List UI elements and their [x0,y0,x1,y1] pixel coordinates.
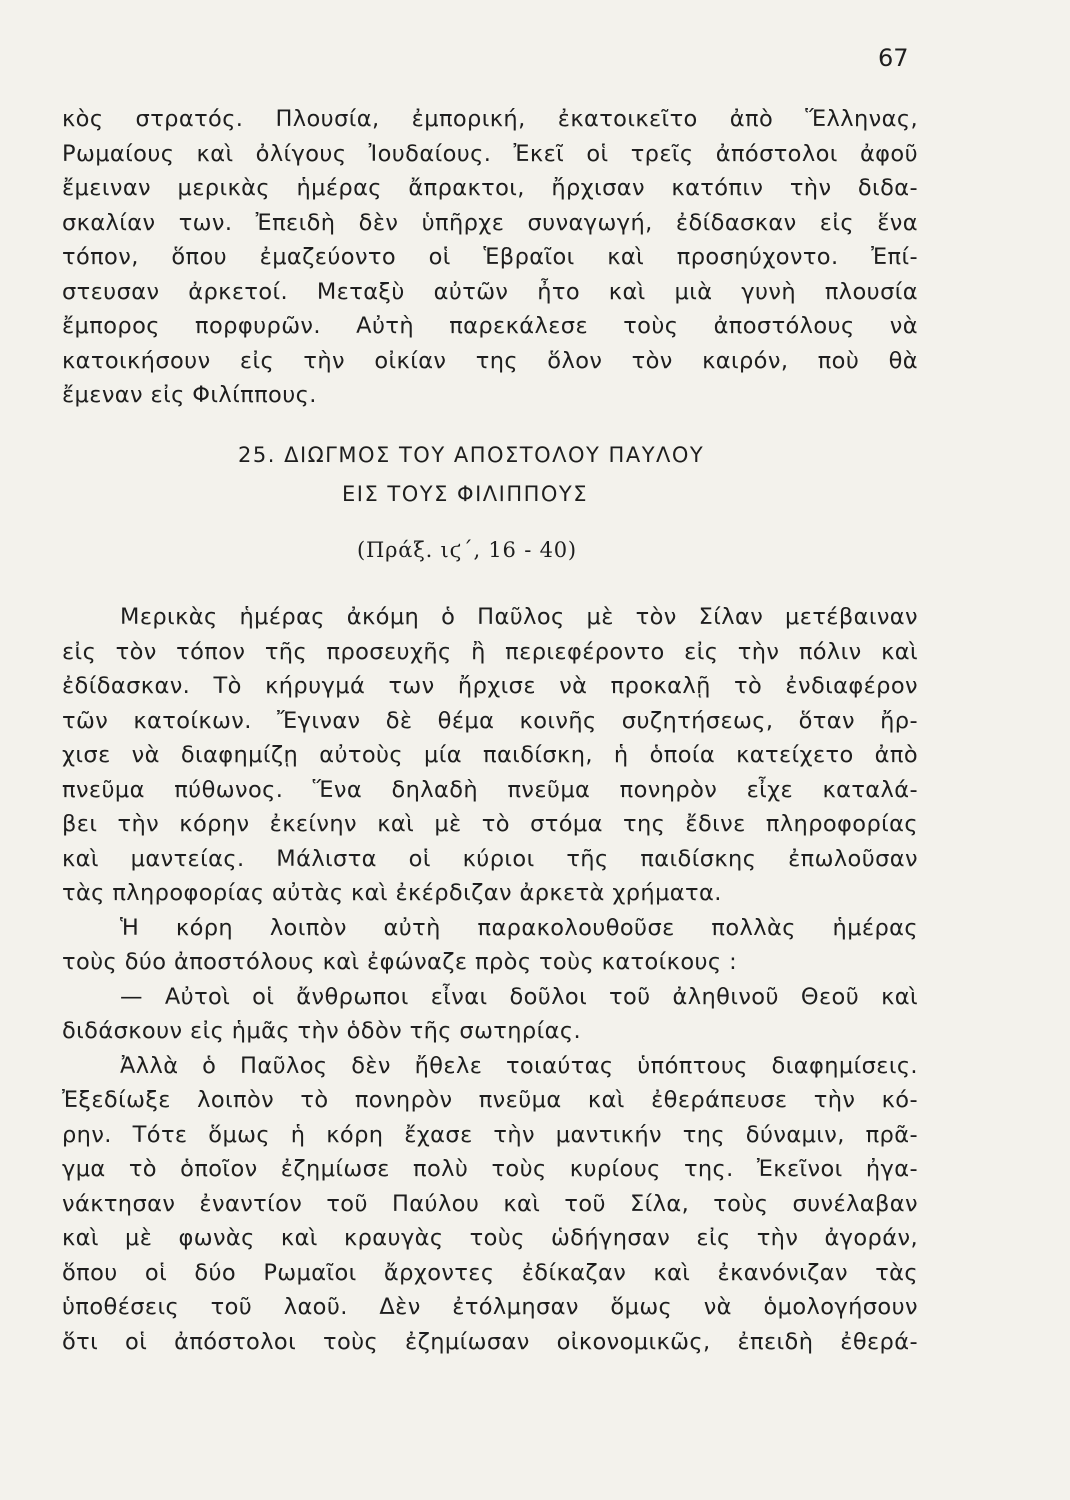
text-line: εἰς τὸν τόπον τῆς προσευχῆς ἢ περιεφέροντο εἰς τὴν πόλιν καὶ [62,638,918,665]
text-line: βει τὴν κόρην ἐκείνην καὶ μὲ τὸ στόμα της ἔδινε πληροφορίας [62,811,918,837]
scripture-reference: (Πράξ. ιϛ΄, 16 - 40) [357,538,577,562]
text-line: ὑποθέσεις τοῦ λαοῦ. Δὲν ἐτόλμησαν ὅμως νὰ ὁμολογήσουν [62,1294,918,1320]
text-line: σκαλίαν των. Ἐπειδὴ δὲν ὑπῆρχε συναγωγή, ἐδίδασκαν εἰς ἕνα [62,209,918,236]
text-line: κὸς στρατός. Πλουσία, ἐμπορική, ἐκατοικεῖτο ἀπὸ Ἕλληνας, [62,106,918,132]
text-line: Ἐξεδίωξε λοιπὸν τὸ πονηρὸν πνεῦμα καὶ ἐθεράπευσε τὴν κό- [62,1087,918,1113]
section-body [62,600,918,1359]
text-line: ἔμεναν εἰς Φιλίππους. [62,382,317,408]
text-line: ἔμειναν μερικὰς ἡμέρας ἄπρακτοι, ἤρχισαν κατόπιν τὴν διδα- [62,175,918,201]
text-line: νάκτησαν ἐναντίον τοῦ Παύλου καὶ τοῦ Σίλα, τοὺς συνέλαβαν [62,1190,918,1217]
text-line: τῶν κατοίκων. Ἔγιναν δὲ θέμα κοινῆς συζητήσεως, ὅταν ἤρ- [62,707,918,734]
text-line: Ἀλλὰ ὁ Παῦλος δὲν ἤθελε τοιαύτας ὑπόπτους διαφημίσεις. [120,1052,918,1079]
text-line: πνεῦμα πύθωνος. Ἕνα δηλαδὴ πνεῦμα πονηρὸν εἶχε καταλά- [62,776,918,803]
text-line: τὰς πληροφορίας αὐτὰς καὶ ἐκέρδιζαν ἀρκετὰ χρήματα. [62,880,722,906]
section-subheading: ΕΙΣ ΤΟΥΣ ΦΙΛΙΠΠΟΥΣ [342,482,589,506]
text-line: — Αὐτοὶ οἱ ἄνθρωποι εἶναι δοῦλοι τοῦ ἀληθινοῦ Θεοῦ καὶ [120,983,918,1010]
text-line: διδάσκουν εἰς ἡμᾶς τὴν ὁδὸν τῆς σωτηρίας. [62,1018,582,1044]
text-line: στευσαν ἀρκετοί. Μεταξὺ αὐτῶν ἦτο καὶ μιὰ γυνὴ πλουσία [62,278,918,305]
text-line: Ρωμαίους καὶ ὀλίγους Ἰουδαίους. Ἐκεῖ οἱ τρεῖς ἀπόστολοι ἀφοῦ [62,140,918,167]
text-line: κατοικήσουν εἰς τὴν οἰκίαν της ὅλον τὸν καιρόν, ποὺ θὰ [62,347,918,374]
text-line: ρην. Τότε ὅμως ἡ κόρη ἔχασε τὴν μαντικήν της δύναμιν, πρᾶ- [62,1121,918,1148]
text-line: ὅπου οἱ δύο Ρωμαῖοι ἄρχοντες ἐδίκαζαν καὶ ἐκανόνιζαν τὰς [62,1259,918,1286]
text-line: ἔμπορος πορφυρῶν. Αὐτὴ παρεκάλεσε τοὺς ἀποστόλους νὰ [62,313,918,339]
text-line: τοὺς δύο ἀποστόλους καὶ ἐφώναζε πρὸς τοὺς κατοίκους : [62,949,738,975]
text-line: καὶ μαντείας. Μάλιστα οἱ κύριοι τῆς παιδίσκης ἐπωλοῦσαν [62,845,918,872]
text-line: καὶ μὲ φωνὰς καὶ κραυγὰς τοὺς ὡδήγησαν εἰς τὴν ἀγοράν, [62,1225,918,1251]
text-line: χισε νὰ διαφημίζῃ αὐτοὺς μία παιδίσκη, ἡ ὁποία κατείχετο ἀπὸ [62,742,918,768]
page-number: 67 [878,44,909,72]
text-line: Μερικὰς ἡμέρας ἀκόμη ὁ Παῦλος μὲ τὸν Σίλαν μετέβαιναν [120,604,918,630]
text-line: Ἡ κόρη λοιπὸν αὐτὴ παρακολουθοῦσε πολλὰς ἡμέρας [120,914,918,941]
text-line: ὅτι οἱ ἀπόστολοι τοὺς ἐζημίωσαν οἰκονομικῶς, ἐπειδὴ ἐθερά- [62,1328,918,1355]
text-line: ἐδίδασκαν. Τὸ κήρυγμά των ἤρχισε νὰ προκαλῇ τὸ ἐνδιαφέρον [62,673,918,699]
section-heading: 25. ΔΙΩΓΜΟΣ ΤΟΥ ΑΠΟΣΤΟΛΟΥ ΠΑΥΛΟΥ [238,443,705,467]
paragraph-continuation [62,102,918,413]
text-line: τόπον, ὅπου ἐμαζεύοντο οἱ Ἑβραῖοι καὶ προσηύχοντο. Ἐπί- [62,244,918,270]
text-line: γμα τὸ ὁποῖον ἐζημίωσε πολὺ τοὺς κυρίους της. Ἐκεῖνοι ἠγα- [62,1156,918,1182]
